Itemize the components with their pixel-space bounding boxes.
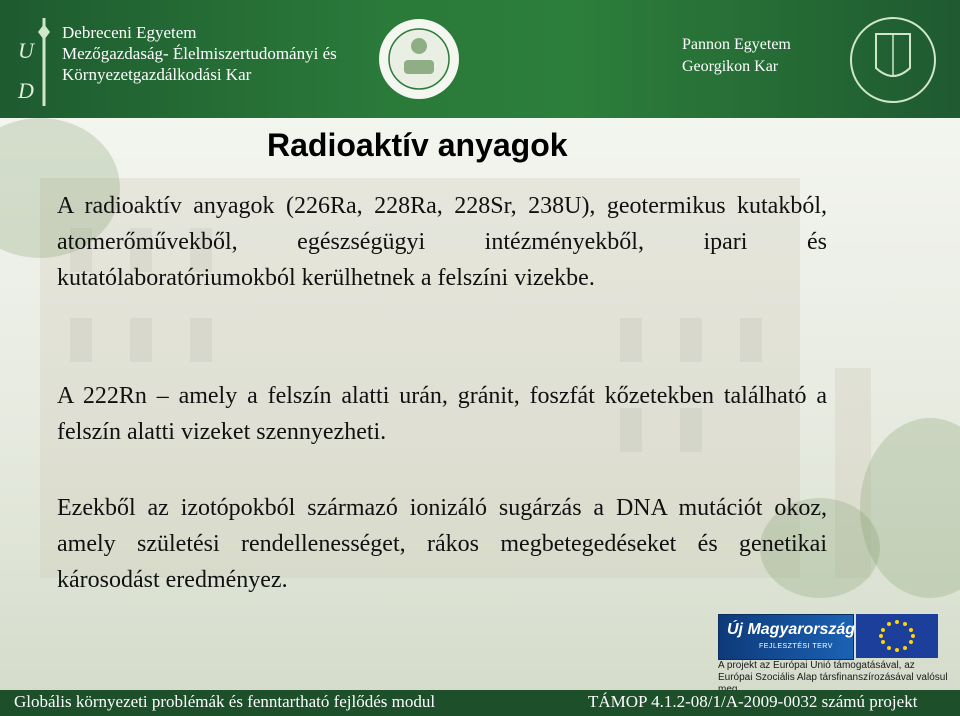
header-left-line-2: Mezőgazdaság- Élelmiszertudományi és xyxy=(62,44,337,63)
header-left-line-1: Debreceni Egyetem xyxy=(62,23,197,42)
svg-text:U: U xyxy=(18,38,34,63)
pannon-university-name xyxy=(682,34,791,78)
pannon-university-crest xyxy=(848,12,938,108)
debrecen-university-logo xyxy=(14,14,54,110)
footer-module-name: Globális környezeti problémák és fenntartható fejlődés modul xyxy=(14,692,436,711)
paragraph-effects: Ezekből az izotópokból származó ionizáló sugárzás a DNA mutációt okoz, amely születési rendellenességet, rákos megbetegedéseket és genetikai károsodást eredményez. xyxy=(57,495,827,593)
eu-flag-icon xyxy=(856,614,938,658)
footer-project-id: TÁMOP 4.1.2-08/1/A-2009-0032 számú projekt xyxy=(588,692,918,711)
uj-magyarorszag-logo-subtext: FEJLESZTÉSI TERV xyxy=(759,643,833,650)
paragraph-sources: A radioaktív anyagok (226Ra, 228Ra, 228Sr, 238U), geotermikus kutakból, atomerőművekből, egészségügyi intézményekből, ipari és kutatólaboratóriumokból kerülhetnek a felszíni vizekbe. xyxy=(57,193,827,291)
header-band xyxy=(0,0,960,118)
header-right-line-2: Georgikon Kar xyxy=(682,58,779,75)
paragraph-radon: A 222Rn – amely a felszín alatti urán, gránit, foszfát kőzetekben található a felszín alatti vizeket szennyezheti. xyxy=(57,383,827,445)
debrecen-university-name xyxy=(62,22,337,85)
uj-magyarorszag-logo-text: Új Magyarország xyxy=(727,621,856,638)
header-left-line-3: Környezetgazdálkodási Kar xyxy=(62,65,252,84)
eu-funding-note: A projekt az Európai Unió támogatásával, az Európai Szociális Alap társfinanszírozásával valósul xyxy=(718,660,948,683)
header-right-line-1: Pannon Egyetem xyxy=(682,36,791,53)
slide-title: Radioaktív anyagok xyxy=(267,127,568,163)
faculty-seal-logo xyxy=(376,16,462,102)
footer-band xyxy=(0,690,960,716)
uj-magyarorszag-logo xyxy=(718,614,854,660)
svg-text:D: D xyxy=(18,78,34,103)
